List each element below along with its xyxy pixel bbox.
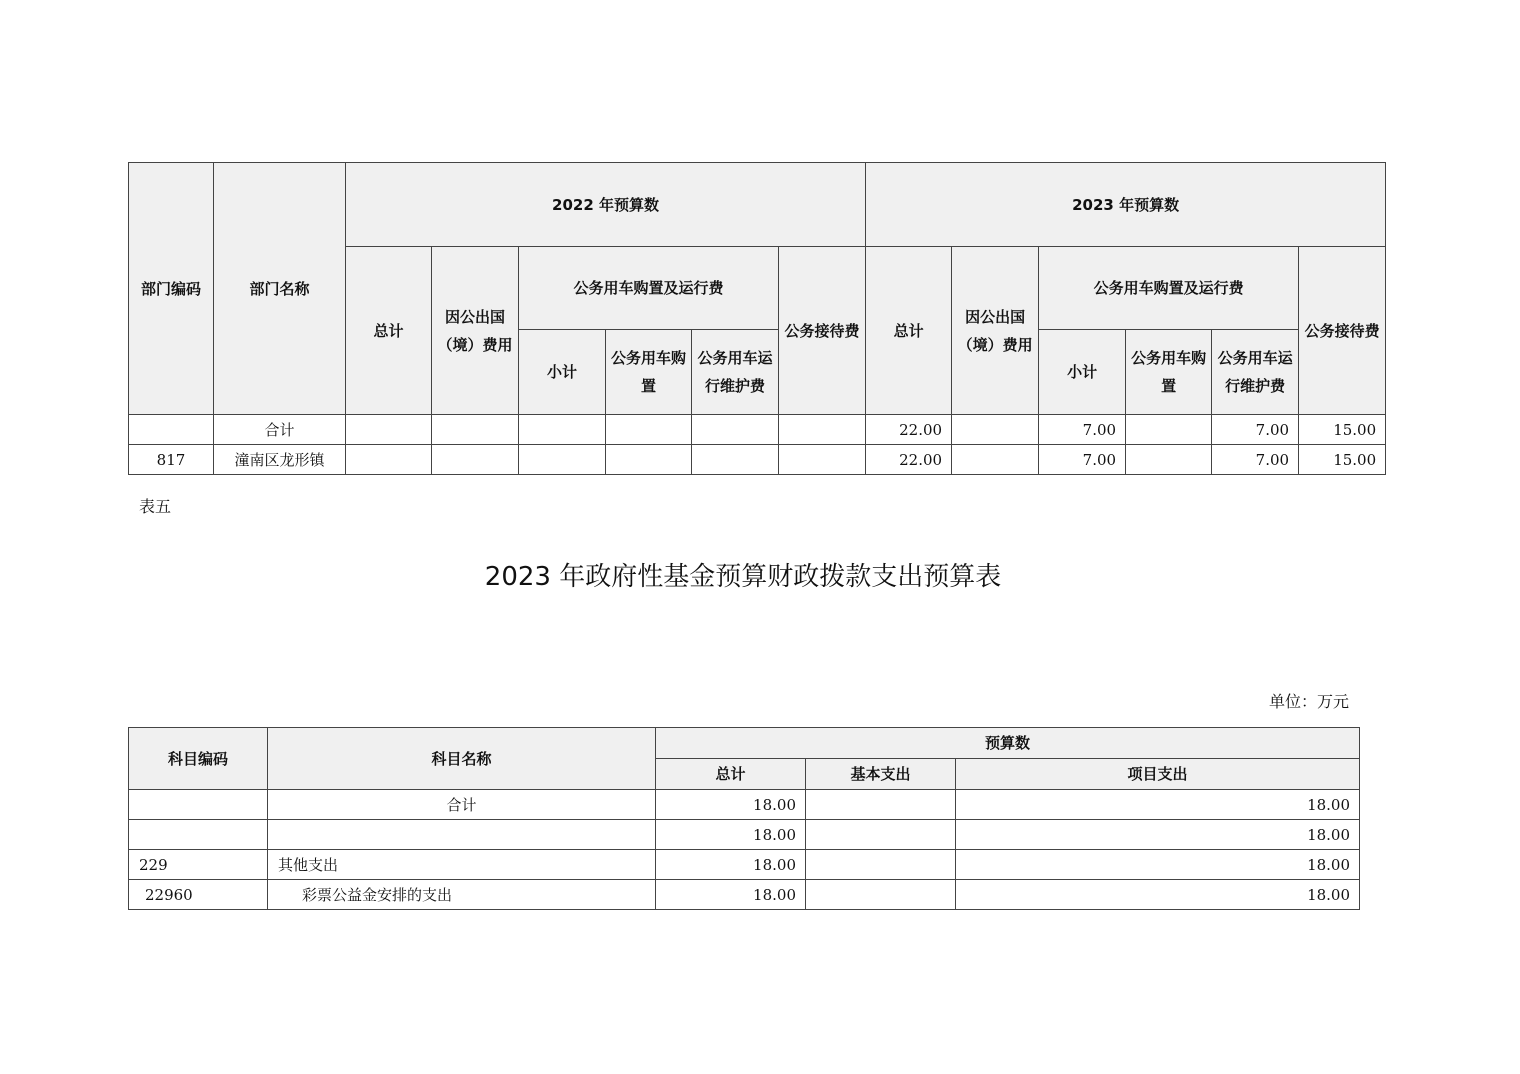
cell-code [129,790,268,820]
table-row [129,820,1360,850]
table-caption: 表五 [139,497,172,516]
cell-name: 彩票公益金安排的支出 [268,880,656,910]
cell-project: 18.00 [956,820,1360,850]
header-year-2022: 2022 年预算数 [346,163,866,247]
government-fund-budget-table [128,727,1360,910]
header-reception-2023: 公务接待费 [1299,247,1386,415]
cell-value [1126,445,1212,475]
cell-total: 18.00 [656,820,806,850]
header-subject-code: 科目编码 [129,728,268,790]
cell-total: 18.00 [656,790,806,820]
cell-total: 18.00 [656,850,806,880]
cell-value [952,445,1039,475]
header-subtotal-2023: 小计 [1039,330,1126,415]
header-total-2023: 总计 [866,247,952,415]
cell-value [519,415,606,445]
cell-basic [806,850,956,880]
cell-project: 18.00 [956,880,1360,910]
cell-value [692,415,779,445]
header-vehicle-purchase-2022: 公务用车购置 [606,330,692,415]
header-vehicle-maintenance-2023: 公务用车运行维护费 [1212,330,1299,415]
page-title: 2023 年政府性基金预算财政拨款支出预算表 [484,562,1002,592]
cell-value [779,445,866,475]
cell-value: 7.00 [1212,415,1299,445]
cell-value: 15.00 [1299,445,1386,475]
header-budget: 预算数 [656,728,1360,759]
header-abroad-2022: 因公出国（境）费用 [432,247,519,415]
table-row [129,850,1360,880]
header-year-2023: 2023 年预算数 [866,163,1386,247]
cell-value: 15.00 [1299,415,1386,445]
header-abroad-2023: 因公出国（境）费用 [952,247,1039,415]
cell-value [432,445,519,475]
cell-name: 合计 [214,415,346,445]
cell-basic [806,820,956,850]
cell-code [129,820,268,850]
header-dept-name: 部门名称 [214,163,346,415]
cell-basic [806,790,956,820]
header-subject-name: 科目名称 [268,728,656,790]
three-public-expenses-table [128,162,1386,475]
cell-code [129,415,214,445]
table-row [129,415,1386,445]
cell-value [779,415,866,445]
cell-name [268,820,656,850]
cell-basic [806,880,956,910]
cell-name: 合计 [268,790,656,820]
header-project: 项目支出 [956,759,1360,790]
header-dept-code: 部门编码 [129,163,214,415]
header-vehicle-2022: 公务用车购置及运行费 [519,247,779,330]
cell-project: 18.00 [956,850,1360,880]
cell-value [952,415,1039,445]
cell-value [606,445,692,475]
cell-code: 22960 [129,880,268,910]
cell-name: 潼南区龙形镇 [214,445,346,475]
table-row [129,880,1360,910]
cell-value: 7.00 [1039,415,1126,445]
header-subtotal-2022: 小计 [519,330,606,415]
cell-value [346,415,432,445]
cell-value: 7.00 [1039,445,1126,475]
cell-code: 229 [129,850,268,880]
cell-value: 22.00 [866,415,952,445]
cell-value [692,445,779,475]
cell-project: 18.00 [956,790,1360,820]
cell-value [1126,415,1212,445]
unit-label: 单位：万元 [1268,692,1349,711]
header-total: 总计 [656,759,806,790]
cell-value: 7.00 [1212,445,1299,475]
cell-value [346,445,432,475]
cell-value [606,415,692,445]
table-row [129,790,1360,820]
cell-value [519,445,606,475]
header-vehicle-maintenance-2022: 公务用车运行维护费 [692,330,779,415]
cell-value: 22.00 [866,445,952,475]
header-basic: 基本支出 [806,759,956,790]
cell-code: 817 [129,445,214,475]
header-vehicle-purchase-2023: 公务用车购置 [1126,330,1212,415]
cell-total: 18.00 [656,880,806,910]
cell-value [432,415,519,445]
header-total-2022: 总计 [346,247,432,415]
header-reception-2022: 公务接待费 [779,247,866,415]
table-row [129,445,1386,475]
header-vehicle-2023: 公务用车购置及运行费 [1039,247,1299,330]
cell-name: 其他支出 [268,850,656,880]
